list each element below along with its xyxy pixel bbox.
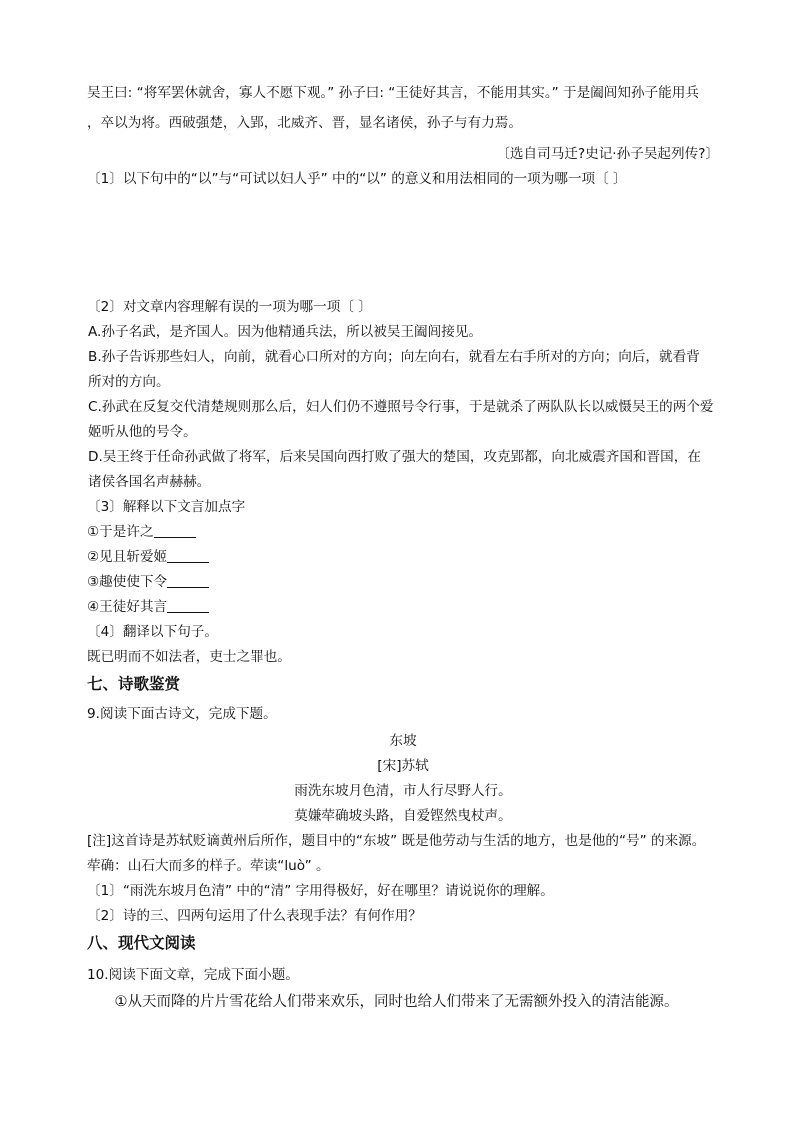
question-2-option-c-line-2: 姬听从他的号令。	[88, 424, 197, 440]
question-3-item	[87, 570, 719, 595]
question-2-option-d-line-2: 诸侯各国名声赫赫。	[88, 474, 211, 490]
question-3-item	[87, 520, 719, 545]
question-2-option-c-line-1: C.孙武在反复交代清楚规则那么后，妇人们仍不遵照号令行事，于是就杀了两队队长以威慑吴王的两个爱	[88, 399, 714, 415]
poem-note-1: [注]这首诗是苏轼贬谪黄州后所作，题目中的“东坡” 既是他劳动与生活的地方，也是他的“号” 的来源。	[87, 833, 706, 849]
question-2-option-b-line-1: B.孙子告诉那些妇人，向前，就看心口所对的方向；向左向右，就看左右手所对的方向；向后，就看背	[88, 349, 700, 365]
passage-source: 〔选自司马迁?史记·孙子吴起列传?〕	[496, 146, 719, 162]
poem-line-1: 雨洗东坡月色清，市人行尽野人行。	[294, 783, 512, 799]
question-3-item	[87, 545, 719, 570]
poem-note-2: 荦确：山石大而多的样子。荦读“luò” 。	[87, 858, 330, 874]
question-2-stem: 〔2〕对文章内容理解有误的一项为哪一项〔 〕	[87, 299, 372, 315]
answer-blank[interactable]	[154, 523, 196, 538]
question-2-option-d-line-1: D.吴王终于任命孙武做了将军，后来吴国向西打败了强大的楚国，攻克郢都，向北威震齐国和晋国，在	[88, 449, 701, 465]
question-4-stem: 〔4〕翻译以下句子。	[87, 624, 218, 640]
answer-blank[interactable]	[167, 598, 209, 613]
question-3-item-text: ④王徒好其言	[87, 599, 168, 615]
poem-line-2: 莫嫌荦确坡头路，自爱铿然曳杖声。	[294, 808, 512, 824]
question-3-stem: 〔3〕解释以下文言加点字	[87, 499, 246, 515]
section-8-heading: 八、现代文阅读	[87, 934, 196, 952]
answer-blank[interactable]	[167, 573, 209, 588]
question-2-option-a: A.孙子名武，是齐国人。因为他精通兵法，所以被吴王阖闾接见。	[88, 324, 483, 340]
poem-title: 东坡	[389, 733, 417, 749]
question-10-stem: 10.阅读下面文章，完成下面小题。	[87, 967, 299, 983]
section-7-heading: 七、诗歌鉴赏	[87, 675, 181, 693]
poem-author: [宋]苏轼	[377, 758, 429, 774]
question-9-sub-2: 〔2〕诗的三、四两句运用了什么表现手法？有何作用？	[87, 908, 422, 924]
question-3-item-text: ①于是许之	[87, 524, 154, 540]
question-9-sub-1: 〔1〕“雨洗东坡月色清” 中的“清” 字用得极好，好在哪里？请说说你的理解。	[87, 883, 554, 899]
question-3-item	[87, 595, 719, 620]
question-3-item-text: ③趣使使下令	[87, 574, 168, 590]
passage-text	[87, 78, 719, 138]
passage-line-2: ，卒以为将。西破强楚，入郢，北威齐、晋，显名诸侯，孙子与有力焉。	[87, 115, 522, 131]
question-4-sentence: 既已明而不如法者，吏士之罪也。	[87, 649, 291, 665]
question-1-stem: 〔1〕以下句中的“以”与“可试以妇人乎” 中的“以” 的意义和用法相同的一项为哪一项〔 〕	[87, 171, 627, 187]
answer-blank[interactable]	[167, 548, 209, 563]
question-3-item-text: ②见且斩爱姬	[87, 549, 168, 565]
question-1-blank-area	[87, 192, 719, 295]
exam-page	[87, 78, 719, 1015]
passage-line-1: 吴王曰: “将军罢休就舍，寡人不愿下观。” 孙子曰: “王徒好其言，不能用其实。” 于是阖闾知孙子能用兵	[87, 85, 699, 101]
article-paragraph-1: ①从天而降的片片雪花给人们带来欢乐，同时也给人们带来了无需额外投入的清洁能源。	[114, 994, 679, 1010]
question-2-option-b-line-2: 所对的方向。	[88, 374, 170, 390]
question-9-stem: 9.阅读下面古诗文，完成下题。	[87, 706, 277, 722]
